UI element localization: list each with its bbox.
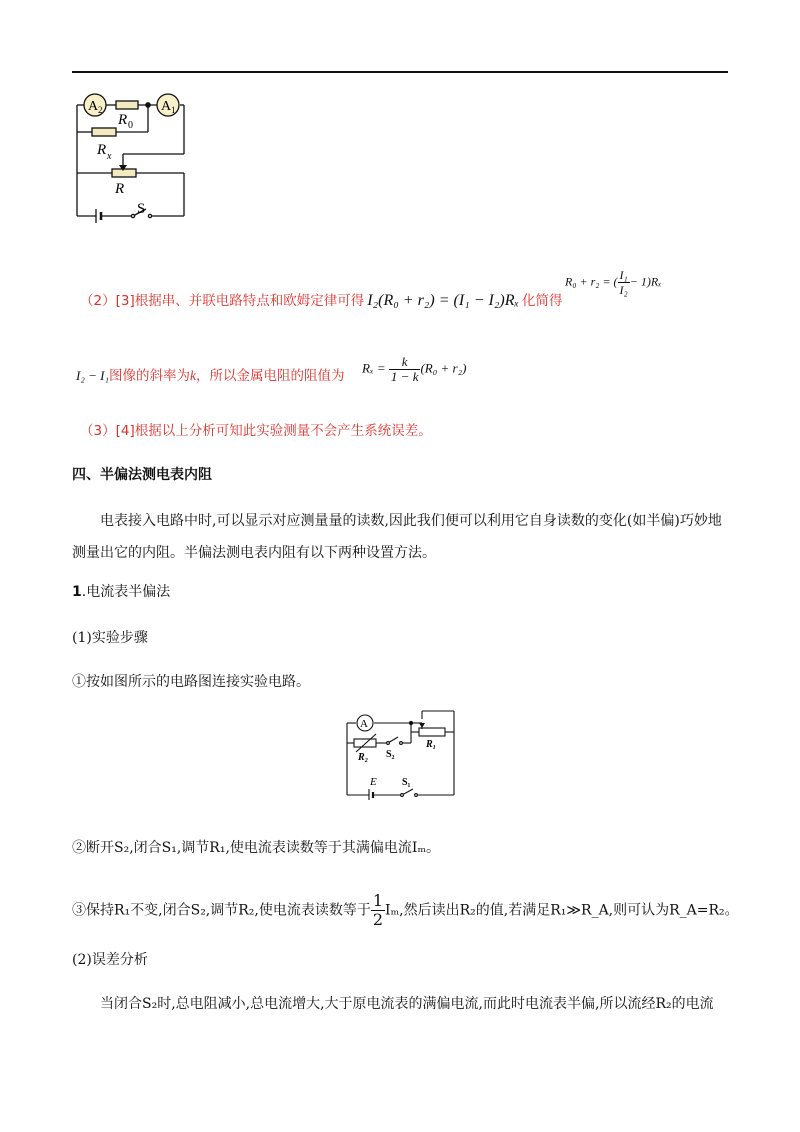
solution-line-3: I₂ − I₁图像的斜率为k，所以金属电阻的阻值为 <box>76 368 345 384</box>
label-s: S <box>137 201 146 217</box>
circuit-diagram-2 <box>340 705 465 800</box>
label-r: R <box>115 181 125 197</box>
svg-text:1: 1 <box>171 105 176 115</box>
label-a: A <box>360 718 368 730</box>
simplified-formula: R₀ + r₂ = ( $\frac{\text{I₁}}{\text{I₂}}$ − 1)Rₓ <box>565 268 662 297</box>
label-e: E <box>370 776 377 788</box>
axis-expression: I₂ − I₁ <box>76 368 109 383</box>
label-rx: R <box>97 142 107 158</box>
svg-text:2: 2 <box>98 105 103 115</box>
solution-line-2 <box>80 291 563 311</box>
line2-prefix: （2）[3]根据串、并联电路特点和欧姆定律可得 <box>80 293 365 309</box>
line2-middle: 化简得 <box>522 293 563 309</box>
header-rule <box>72 71 728 73</box>
step-1: ①按如图所示的电路图连接实验电路。 <box>72 674 310 690</box>
item-1-heading: 1.电流表半偏法 <box>72 584 171 600</box>
label-r0: R <box>118 112 128 128</box>
paragraph-intro: 电表接入电路中时,可以显示对应测量量的读数,因此我们便可以利用它自身读数的变化(如半偏)巧妙地测量出它的内阻。半偏法测电表内阻有以下两种设置方法。 <box>72 513 722 561</box>
paragraph-error: 当闭合S₂时,总电阻减小,总电流增大,大于原电流表的满偏电流,而此时电流表半偏,所以流经R₂的电流 <box>100 996 714 1012</box>
label-a1: A <box>161 99 172 114</box>
label-a2: A <box>88 99 99 114</box>
svg-text:0: 0 <box>128 120 133 131</box>
section-heading: 四、半偏法测电表内阻 <box>72 467 212 483</box>
circuit-diagram-1 <box>70 92 195 227</box>
label-r2: R₂ <box>358 752 369 763</box>
label-s2: S₂ <box>386 749 395 760</box>
error-heading: (2)误差分析 <box>72 952 148 968</box>
step-2: ②断开S₂,闭合S₁,调节R₁,使电流表读数等于其满偏电流Iₘ。 <box>72 840 441 856</box>
svg-text:x: x <box>107 151 112 162</box>
solution-line-4: （3）[4]根据以上分析可知此实验测量不会产生系统误差。 <box>80 423 432 439</box>
label-s1: S₁ <box>402 777 411 788</box>
step-3: ③保持R₁不变,闭合S₂,调节R₂,使电流表读数等于 $\frac{1}{2}$ Iₘ,然后读出R₂的值,若满足R₁≫R_A,则可认为R_A=R₂。 <box>72 891 739 929</box>
label-r1: R₁ <box>426 739 437 750</box>
slider-arrow-icon <box>419 723 425 728</box>
equation-ohm: I₂(R₀ + r₂) = (I₁ − I₂)Rₓ <box>367 292 520 309</box>
resistance-formula: Rₓ = $\frac{k}{1 - k}$ (R₀ + r₂) <box>362 354 467 384</box>
steps-heading: (1)实验步骤 <box>72 630 148 646</box>
